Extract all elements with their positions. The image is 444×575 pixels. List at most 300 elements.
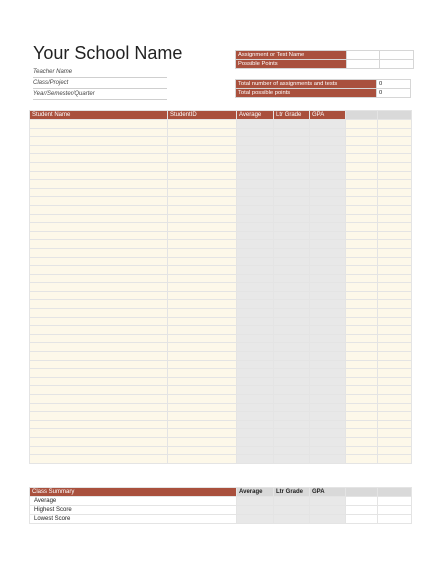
table-row: [30, 120, 412, 129]
student-name-cell[interactable]: [30, 455, 168, 464]
gpa-cell: [310, 386, 346, 395]
score-cell[interactable]: [378, 283, 412, 292]
table-row: [30, 145, 412, 154]
student-id-cell[interactable]: [168, 266, 237, 275]
average-cell: [237, 343, 274, 352]
average-cell: [237, 197, 274, 206]
student-id-cell[interactable]: [168, 437, 237, 446]
average-cell: [237, 300, 274, 309]
score-cell[interactable]: [346, 180, 378, 189]
score-cell[interactable]: [346, 369, 378, 378]
gpa-cell: [310, 154, 346, 163]
student-id-cell[interactable]: [168, 352, 237, 361]
ltr-grade-cell: [274, 180, 310, 189]
table-row: [30, 429, 412, 438]
student-name-cell[interactable]: [30, 446, 168, 455]
score-cell[interactable]: [346, 446, 378, 455]
student-name-cell[interactable]: [30, 248, 168, 257]
score-cell[interactable]: [378, 188, 412, 197]
average-cell: [237, 334, 274, 343]
student-name-cell[interactable]: [30, 386, 168, 395]
score-cell[interactable]: [346, 266, 378, 275]
table-row: [30, 248, 412, 257]
student-id-cell[interactable]: [168, 274, 237, 283]
student-id-cell[interactable]: [168, 248, 237, 257]
score-cell[interactable]: [346, 240, 378, 249]
possible-points-cell[interactable]: [347, 60, 380, 69]
score-cell[interactable]: [378, 266, 412, 275]
average-cell: [237, 283, 274, 292]
column-header-gpa: GPA: [310, 111, 346, 120]
totals-table: [235, 79, 411, 98]
score-cell[interactable]: [346, 420, 378, 429]
gpa-cell: [310, 343, 346, 352]
average-cell: [237, 420, 274, 429]
score-cell[interactable]: [346, 154, 378, 163]
score-cell[interactable]: [378, 386, 412, 395]
student-name-cell[interactable]: [30, 266, 168, 275]
table-row: [30, 300, 412, 309]
average-cell: [237, 395, 274, 404]
gpa-cell: [310, 145, 346, 154]
student-name-cell[interactable]: [30, 412, 168, 421]
score-cell[interactable]: [346, 197, 378, 206]
score-cell[interactable]: [378, 214, 412, 223]
score-cell[interactable]: [346, 386, 378, 395]
average-cell: [237, 240, 274, 249]
gpa-cell: [310, 420, 346, 429]
possible-points-cell-2[interactable]: [380, 60, 414, 69]
year-semester-field[interactable]: Year/Semester/Quarter: [33, 90, 167, 100]
student-name-cell[interactable]: [30, 420, 168, 429]
gpa-cell: [310, 334, 346, 343]
score-cell[interactable]: [378, 274, 412, 283]
score-cell[interactable]: [378, 326, 412, 335]
summary-col-score-2: [378, 488, 412, 497]
score-cell[interactable]: [378, 395, 412, 404]
score-cell[interactable]: [378, 377, 412, 386]
student-id-cell[interactable]: [168, 145, 237, 154]
table-row: [30, 291, 412, 300]
student-id-cell[interactable]: [168, 120, 237, 129]
score-cell[interactable]: [346, 377, 378, 386]
score-cell[interactable]: [346, 291, 378, 300]
score-cell[interactable]: [346, 403, 378, 412]
assignment-name-label: Assignment or Test Name: [236, 51, 347, 60]
student-id-cell[interactable]: [168, 309, 237, 318]
table-row: [30, 395, 412, 404]
table-row: [30, 352, 412, 361]
student-name-cell[interactable]: [30, 403, 168, 412]
score-cell[interactable]: [346, 334, 378, 343]
score-cell[interactable]: [346, 309, 378, 318]
gpa-cell: [310, 171, 346, 180]
student-name-cell[interactable]: [30, 162, 168, 171]
gpa-cell: [310, 205, 346, 214]
student-id-cell[interactable]: [168, 205, 237, 214]
student-name-cell[interactable]: [30, 300, 168, 309]
table-row: [30, 214, 412, 223]
table-row: [30, 162, 412, 171]
student-name-cell[interactable]: [30, 274, 168, 283]
average-cell: [237, 257, 274, 266]
school-name-title: Your School Name: [33, 43, 183, 63]
score-cell[interactable]: [346, 231, 378, 240]
score-cell[interactable]: [378, 403, 412, 412]
gpa-cell: [310, 162, 346, 171]
score-cell[interactable]: [346, 145, 378, 154]
student-id-cell[interactable]: [168, 300, 237, 309]
student-id-cell[interactable]: [168, 223, 237, 232]
average-cell: [237, 231, 274, 240]
ltr-grade-cell: [274, 188, 310, 197]
gpa-cell: [310, 188, 346, 197]
student-name-cell[interactable]: [30, 283, 168, 292]
summary-cell: [378, 515, 412, 524]
student-name-cell[interactable]: [30, 291, 168, 300]
score-cell[interactable]: [346, 137, 378, 146]
summary-cell: [237, 506, 274, 515]
average-cell: [237, 291, 274, 300]
score-cell[interactable]: [346, 352, 378, 361]
student-id-cell[interactable]: [168, 429, 237, 438]
student-id-cell[interactable]: [168, 395, 237, 404]
average-cell: [237, 171, 274, 180]
score-cell[interactable]: [346, 274, 378, 283]
gpa-cell: [310, 197, 346, 206]
student-id-cell[interactable]: [168, 377, 237, 386]
score-cell[interactable]: [378, 162, 412, 171]
score-cell[interactable]: [378, 420, 412, 429]
gpa-cell: [310, 223, 346, 232]
score-cell[interactable]: [346, 412, 378, 421]
average-cell: [237, 446, 274, 455]
ltr-grade-cell: [274, 446, 310, 455]
gpa-cell: [310, 300, 346, 309]
ltr-grade-cell: [274, 309, 310, 318]
student-name-cell[interactable]: [30, 326, 168, 335]
score-cell[interactable]: [378, 317, 412, 326]
student-name-cell[interactable]: [30, 395, 168, 404]
table-row: [30, 137, 412, 146]
student-id-cell[interactable]: [168, 197, 237, 206]
ltr-grade-cell: [274, 369, 310, 378]
student-id-cell[interactable]: [168, 343, 237, 352]
column-header-average: Average: [237, 111, 274, 120]
table-row: [30, 240, 412, 249]
score-cell[interactable]: [378, 248, 412, 257]
student-id-cell[interactable]: [168, 403, 237, 412]
score-cell[interactable]: [378, 334, 412, 343]
ltr-grade-cell: [274, 395, 310, 404]
average-cell: [237, 309, 274, 318]
score-cell[interactable]: [378, 120, 412, 129]
score-cell[interactable]: [378, 240, 412, 249]
score-cell[interactable]: [378, 291, 412, 300]
student-name-cell[interactable]: [30, 197, 168, 206]
student-id-cell[interactable]: [168, 334, 237, 343]
score-cell[interactable]: [378, 352, 412, 361]
gpa-cell: [310, 283, 346, 292]
score-cell[interactable]: [346, 257, 378, 266]
average-cell: [237, 369, 274, 378]
score-cell[interactable]: [378, 446, 412, 455]
student-id-cell[interactable]: [168, 257, 237, 266]
average-cell: [237, 274, 274, 283]
student-name-cell[interactable]: [30, 120, 168, 129]
student-name-cell[interactable]: [30, 360, 168, 369]
average-cell: [237, 429, 274, 438]
student-id-cell[interactable]: [168, 412, 237, 421]
score-cell[interactable]: [346, 343, 378, 352]
score-cell[interactable]: [378, 257, 412, 266]
average-cell: [237, 120, 274, 129]
score-cell[interactable]: [346, 300, 378, 309]
score-cell[interactable]: [346, 395, 378, 404]
average-cell: [237, 403, 274, 412]
column-header-student-id: StudentID: [168, 111, 237, 120]
score-cell[interactable]: [346, 188, 378, 197]
score-cell[interactable]: [378, 154, 412, 163]
student-name-cell[interactable]: [30, 171, 168, 180]
gpa-cell: [310, 377, 346, 386]
student-name-cell[interactable]: [30, 369, 168, 378]
summary-cell: [310, 506, 346, 515]
summary-cell: [346, 506, 378, 515]
gpa-cell: [310, 446, 346, 455]
score-cell[interactable]: [378, 145, 412, 154]
score-cell[interactable]: [346, 317, 378, 326]
total-points-value: 0: [377, 89, 411, 98]
summary-cell: [346, 497, 378, 506]
gpa-cell: [310, 437, 346, 446]
table-row: [30, 420, 412, 429]
student-name-cell[interactable]: [30, 352, 168, 361]
summary-cell: [237, 515, 274, 524]
table-row: [30, 223, 412, 232]
ltr-grade-cell: [274, 291, 310, 300]
average-cell: [237, 248, 274, 257]
table-row: [30, 188, 412, 197]
summary-col-ltr-grade: Ltr Grade: [274, 488, 310, 497]
student-id-cell[interactable]: [168, 240, 237, 249]
summary-col-average: Average: [237, 488, 274, 497]
score-cell[interactable]: [378, 437, 412, 446]
score-cell[interactable]: [346, 437, 378, 446]
student-id-cell[interactable]: [168, 291, 237, 300]
gradebook-rows: [30, 120, 412, 464]
table-row: [30, 197, 412, 206]
student-id-cell[interactable]: [168, 446, 237, 455]
teacher-name-field[interactable]: Teacher Name: [33, 68, 167, 78]
score-cell[interactable]: [378, 309, 412, 318]
student-name-cell[interactable]: [30, 128, 168, 137]
student-name-cell[interactable]: [30, 188, 168, 197]
score-cell[interactable]: [346, 283, 378, 292]
score-cell[interactable]: [378, 137, 412, 146]
table-row: [30, 283, 412, 292]
student-id-cell[interactable]: [168, 154, 237, 163]
assignment-name-cell-2[interactable]: [380, 51, 414, 60]
column-header-score-2: [378, 111, 412, 120]
summary-cell: [310, 515, 346, 524]
student-id-cell[interactable]: [168, 386, 237, 395]
student-id-cell[interactable]: [168, 420, 237, 429]
score-cell[interactable]: [346, 326, 378, 335]
student-name-cell[interactable]: [30, 309, 168, 318]
gpa-cell: [310, 257, 346, 266]
ltr-grade-cell: [274, 162, 310, 171]
ltr-grade-cell: [274, 360, 310, 369]
score-cell[interactable]: [346, 205, 378, 214]
average-cell: [237, 214, 274, 223]
ltr-grade-cell: [274, 266, 310, 275]
student-id-cell[interactable]: [168, 180, 237, 189]
average-cell: [237, 128, 274, 137]
student-id-cell[interactable]: [168, 188, 237, 197]
student-name-cell[interactable]: [30, 137, 168, 146]
ltr-grade-cell: [274, 300, 310, 309]
student-name-cell[interactable]: [30, 343, 168, 352]
score-cell[interactable]: [378, 180, 412, 189]
ltr-grade-cell: [274, 403, 310, 412]
assignment-name-cell[interactable]: [347, 51, 380, 60]
gpa-cell: [310, 360, 346, 369]
score-cell[interactable]: [346, 162, 378, 171]
student-id-cell[interactable]: [168, 162, 237, 171]
ltr-grade-cell: [274, 317, 310, 326]
student-id-cell[interactable]: [168, 326, 237, 335]
summary-cell: [378, 497, 412, 506]
student-name-cell[interactable]: [30, 205, 168, 214]
table-row: [30, 180, 412, 189]
table-row: [30, 274, 412, 283]
gpa-cell: [310, 274, 346, 283]
ltr-grade-cell: [274, 214, 310, 223]
score-cell[interactable]: [346, 248, 378, 257]
score-cell[interactable]: [378, 369, 412, 378]
score-cell[interactable]: [346, 429, 378, 438]
score-cell[interactable]: [378, 223, 412, 232]
student-name-cell[interactable]: [30, 154, 168, 163]
student-id-cell[interactable]: [168, 455, 237, 464]
average-cell: [237, 154, 274, 163]
column-header-ltr-grade: Ltr Grade: [274, 111, 310, 120]
score-cell[interactable]: [378, 412, 412, 421]
student-name-cell[interactable]: [30, 223, 168, 232]
gpa-cell: [310, 317, 346, 326]
student-name-cell[interactable]: [30, 334, 168, 343]
table-row: [30, 360, 412, 369]
table-row: [30, 154, 412, 163]
ltr-grade-cell: [274, 154, 310, 163]
student-id-cell[interactable]: [168, 214, 237, 223]
score-cell[interactable]: [346, 120, 378, 129]
student-name-cell[interactable]: [30, 231, 168, 240]
average-cell: [237, 162, 274, 171]
score-cell[interactable]: [378, 231, 412, 240]
student-name-cell[interactable]: [30, 257, 168, 266]
student-id-cell[interactable]: [168, 137, 237, 146]
score-cell[interactable]: [346, 360, 378, 369]
table-row: [30, 412, 412, 421]
score-cell[interactable]: [378, 360, 412, 369]
summary-row-average: [30, 497, 412, 506]
score-cell[interactable]: [378, 300, 412, 309]
gpa-cell: [310, 266, 346, 275]
student-name-cell[interactable]: [30, 180, 168, 189]
student-id-cell[interactable]: [168, 369, 237, 378]
score-cell[interactable]: [346, 214, 378, 223]
average-cell: [237, 377, 274, 386]
average-cell: [237, 145, 274, 154]
ltr-grade-cell: [274, 429, 310, 438]
student-name-cell[interactable]: [30, 429, 168, 438]
summary-cell: [378, 506, 412, 515]
score-cell[interactable]: [378, 197, 412, 206]
gpa-cell: [310, 395, 346, 404]
table-row: [30, 377, 412, 386]
table-row: [30, 205, 412, 214]
ltr-grade-cell: [274, 455, 310, 464]
score-cell[interactable]: [378, 171, 412, 180]
ltr-grade-cell: [274, 420, 310, 429]
student-id-cell[interactable]: [168, 128, 237, 137]
score-cell[interactable]: [346, 171, 378, 180]
gpa-cell: [310, 231, 346, 240]
column-header-score-1: [346, 111, 378, 120]
gpa-cell: [310, 429, 346, 438]
ltr-grade-cell: [274, 386, 310, 395]
score-cell[interactable]: [378, 128, 412, 137]
student-id-cell[interactable]: [168, 360, 237, 369]
student-name-cell[interactable]: [30, 377, 168, 386]
score-cell[interactable]: [378, 455, 412, 464]
class-summary-table: [29, 487, 412, 524]
student-name-cell[interactable]: [30, 437, 168, 446]
class-project-field[interactable]: Class/Project: [33, 79, 167, 89]
score-cell[interactable]: [346, 455, 378, 464]
score-cell[interactable]: [378, 343, 412, 352]
student-name-cell[interactable]: [30, 240, 168, 249]
student-id-cell[interactable]: [168, 283, 237, 292]
ltr-grade-cell: [274, 412, 310, 421]
student-id-cell[interactable]: [168, 317, 237, 326]
average-cell: [237, 386, 274, 395]
student-id-cell[interactable]: [168, 231, 237, 240]
table-row: [30, 446, 412, 455]
ltr-grade-cell: [274, 248, 310, 257]
student-name-cell[interactable]: [30, 214, 168, 223]
summary-cell: [274, 506, 310, 515]
table-row: [30, 403, 412, 412]
score-cell[interactable]: [378, 429, 412, 438]
score-cell[interactable]: [346, 128, 378, 137]
score-cell[interactable]: [346, 223, 378, 232]
gpa-cell: [310, 214, 346, 223]
possible-points-label: Possible Points: [236, 60, 347, 69]
summary-row-lowest: [30, 515, 412, 524]
score-cell[interactable]: [378, 205, 412, 214]
student-name-cell[interactable]: [30, 145, 168, 154]
gpa-cell: [310, 128, 346, 137]
ltr-grade-cell: [274, 240, 310, 249]
ltr-grade-cell: [274, 274, 310, 283]
average-cell: [237, 352, 274, 361]
ltr-grade-cell: [274, 377, 310, 386]
student-name-cell[interactable]: [30, 317, 168, 326]
student-id-cell[interactable]: [168, 171, 237, 180]
